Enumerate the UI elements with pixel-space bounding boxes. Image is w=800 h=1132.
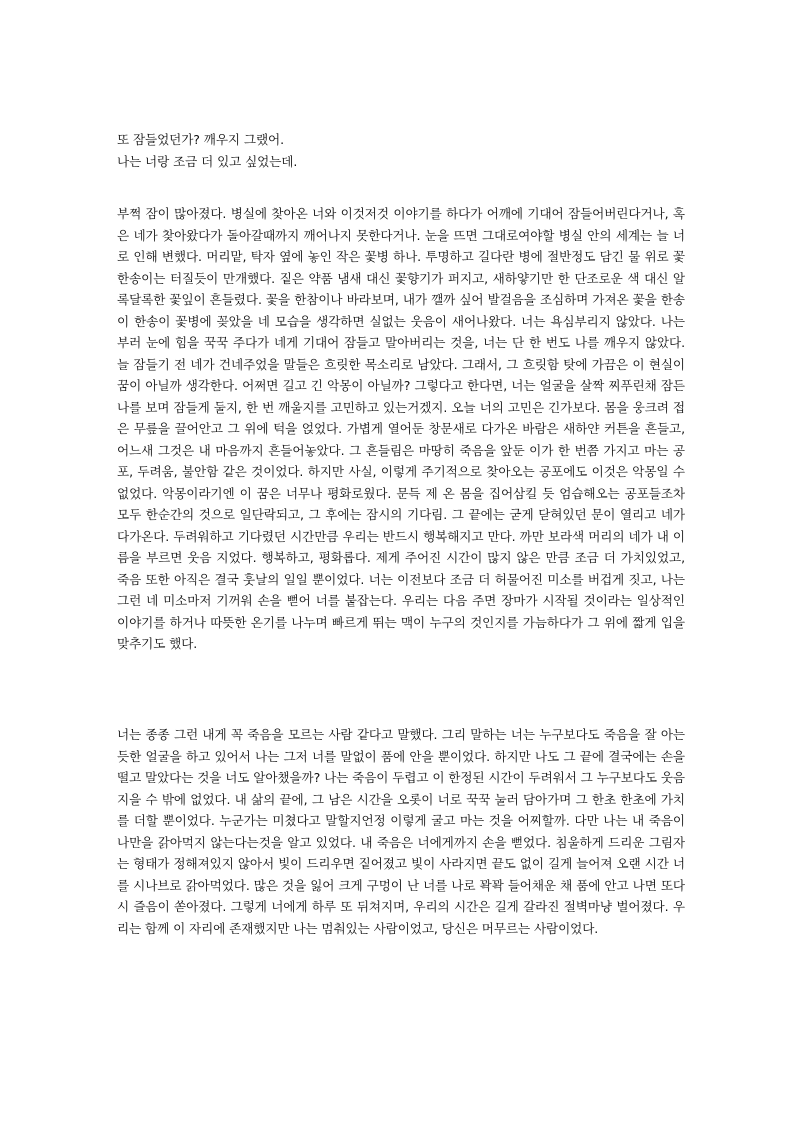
- intro-line-1: 또 잠들었던가? 깨우지 그랬어.: [117, 132, 284, 147]
- body-paragraph-2: [117, 724, 685, 939]
- intro-lines: [117, 129, 685, 172]
- body-paragraph-1: [117, 203, 685, 655]
- intro-line-2: 나는 너랑 조금 더 있고 싶었는데.: [117, 153, 298, 169]
- paragraph-1-text: 부쩍 잠이 많아졌다. 병실에 찾아온 너와 이것저것 이야기를 하다가 어깨에 기대어 잠들어버린다거나, 혹은 네가 찾아왔다가 돌아갈때까지 깨어나지 못한다거나. 눈을 뜨면 그대로여야할 병실 안의 세계는 늘 너로 인해 변했다. 머리맡, 탁자 옆에 놓인 작은 꽃병 하나. 투명하고 길다란 병에 절반정도 담긴 물 위로 꽃 한송이는 터질듯이 만개했다. 짙은 약품 냄새 대신 꽃향기가 퍼지고, 새하얗기만 한 단조로운 색 대신 알록달록한 꽃잎이 흔들렸다. 꽃을 한참이나 바라보며, 내가 깰까 싶어 발걸음을 조심하며 가져온 꽃을 한송이 한송이 꽃병에 꽂았을 네 모습을 생각하면 실없는 웃음이 새어나왔다. 너는 욕심부리지 않았다. 나는 부러 눈에 힘을 꾹꾹 주다가 네게 기대어 잠들고 말아버리는 것을, 너는 단 한 번도 나를 깨우지 않았다. 늘 잠들기 전 네가 건네주었을 말들은 흐릿한 목소리로 남았다. 그래서, 그 흐릿함 탓에 가끔은 이 현실이 꿈이 아닐까 생각한다. 어쩌면 길고 긴 악몽이 아닐까? 그렇다고 한다면, 너는 얼굴을 살짝 찌푸린채 잠든 나를 보며 잠들게 둘지, 한 번 깨울지를 고민하고 있는거겠지. 오늘 너의 고민은 긴가보다. 몸을 웅크려 접은 무릎을 끌어안고 그 위에 턱을 얹었다. 가볍게 열어둔 창문새로 다가온 바람은 새하얀 커튼을 흔들고, 어느새 그것은 내 마음까지 흔들어놓았다. 그 흔들림은 마땅히 죽음을 앞둔 이가 한 번쯤 가지고 마는 공포, 두려움, 불안함 같은 것이었다. 하지만 사실, 이렇게 주기적으로 찾아오는 공포에도 이것은 악몽일 수 없었다. 악몽이라기엔 이 꿈은 너무나 평화로웠다. 문득 제 온 몸을 집어삼킬 듯 엄습해오는 공포들조차 모두 한순간의 것으로 일단락되고, 그 후에는 잠시의 기다림. 그 끝에는 굳게 닫혀있던 문이 열리고 네가 다가온다. 두려워하고 기다렸던 시간만큼 우리는 반드시 행복해지고 만다. 까만 보라색 머리의 네가 내 이름을 부르면 웃음 지었다. 행복하고, 평화롭다. 제게 주어진 시간이 많지 않은 만큼 조금 더 가치있었고, 죽음 또한 아직은 결국 훗날의 일일 뿐이었다. 너는 이전보다 조금 더 허물어진 미소를 버겁게 짓고, 나는 그런 네 미소마저 기꺼워 손을 뻗어 너를 붙잡는다. 우리는 다음 주면 장마가 시작될 것이라는 일상적인 이야기를 하거나 따뜻한 온기를 나누며 빠르게 뛰는 맥이 누구의 것인지를 가늠하다가 그 위에 짧게 입을 맞추기도 했다.: [117, 206, 685, 651]
- paragraph-2-text: 너는 종종 그런 내게 꼭 죽음을 모르는 사람 같다고 말했다. 그리 말하는 너는 누구보다도 죽음을 잘 아는듯한 얼굴을 하고 있어서 나는 그저 너를 말없이 품에 안을 뿐이었다. 하지만 나도 그 끝에 결국에는 손을 떨고 말았다는 것을 너도 알아챘을까? 나는 죽음이 두렵고 이 한정된 시간이 두려워서 그 누구보다도 웃음 지을 수 밖에 없었다. 내 삶의 끝에, 그 남은 시간을 오롯이 너로 꾹꾹 눌러 담아가며 그 한초 한초에 가치를 더할 뿐이었다. 누군가는 미쳤다고 말할지언정 이렇게 굴고 마는 것을 어찌할까. 다만 나는 내 죽음이 나만을 갉아먹지 않는다는것을 알고 있었다. 내 죽음은 너에게까지 손을 뻗었다. 침울하게 드리운 그림자는 형태가 정해져있지 않아서 빛이 드리우면 짙어졌고 빛이 사라지면 끝도 없이 길게 늘어져 오랜 시간 너를 시나브로 갉아먹었다. 많은 것을 잃어 크게 구멍이 난 너를 나로 꽉꽉 들어채운 채 품에 안고 나면 또다시 즐음이 쏟아졌다. 그렇게 너에게 하루 또 뒤쳐지며, 우리의 시간은 길게 갈라진 절벽마냥 벌어졌다. 우리는 함께 이 자리에 존재했지만 나는 멈춰있는 사람이었고, 당신은 머무르는 사람이었다.: [117, 727, 685, 936]
